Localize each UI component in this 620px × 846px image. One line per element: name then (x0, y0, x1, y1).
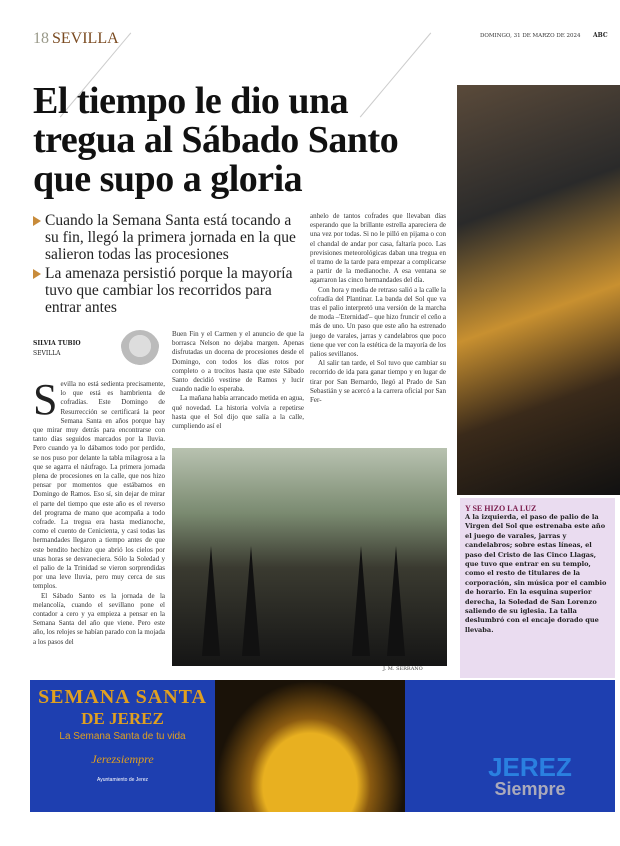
triangle-bullet-icon (33, 269, 41, 279)
paragraph: El Sábado Santo es la jornada de la melancolía, cuando el sevillano pone el contador a cero y ya empieza a pensar en la Semana Santa del año que viene. Pero este año, los relojes se habían parado con la mojada a los pasos del (33, 591, 165, 646)
article-column-3 (310, 212, 446, 405)
council-logo: Ayuntamiento de Jerez (96, 777, 149, 783)
subheadline-bullet (33, 212, 308, 263)
drop-cap: S (33, 375, 58, 424)
bullet-text: Cuando la Semana Santa está tocando a su fin, llegó la primera jornada en la que salieron todas las procesiones (45, 212, 296, 263)
issue-date: DOMINGO, 31 DE MARZO DE 2024 (480, 33, 581, 39)
photo-caption-box (460, 498, 615, 678)
jerez-logo (405, 680, 615, 812)
headline: El tiempo le dio una tregua al Sábado Santo que supo a gloria (33, 80, 399, 200)
ad-subtitle: DE JEREZ (81, 709, 164, 728)
paragraph: anhelo de tantos cofrades que llevaban días esperando que la brillante estrella apareciera de una vez por todas. Si no le pilló en pijama o con el chandal de andar por casa, faltaría poco. Las previsiones meteorológicas daban una tregua en el tramo de la tarde para empezar a complicarse a partir de la medianoche. A esa ventana se agarraron las cinco hermandades del día. (310, 212, 446, 285)
procession-photo (172, 448, 447, 666)
brand-name: ABC (593, 32, 608, 39)
ad-virgin-image (215, 680, 405, 812)
ad-script-logo: Jerezsiempre (91, 752, 154, 766)
photo-credit: J. M. SERRANO (383, 666, 423, 672)
paragraph: Al salir tan tarde, el Sol tuvo que cambiar su recorrido de ida para ganar tiempo y en lugar de tirar por San Bernardo, llegó al Prado de San Sebastián y se acercó a la carrera oficial por San Fer- (310, 359, 446, 405)
logo-word: Siempre (494, 779, 566, 799)
author-name: SILVIA TUBIO (33, 340, 81, 347)
bullet-text: La amenaza persistió porque la mayoría tuvo que cambiar los recorridos para entrar antes (45, 265, 293, 316)
triangle-bullet-icon (33, 216, 41, 226)
ad-slogan: La Semana Santa de tu vida (59, 731, 186, 742)
section-name: SEVILLA (52, 30, 119, 47)
subheadline-bullet (33, 265, 308, 316)
article-column-1 (33, 375, 165, 647)
paragraph: evilla no está sedienta precisamente, lo que está es hambrienta de cofradías. Este Domingo de Resurrección se certificará la peor Semana Santa en años porque hay que mirar muy detrás para encontrarse con tanto días seguidos marcados por la lluvia. Pero cuando ya lo dábamos todo por perdido, se nos puso por delante la tabla milagrosa a la que se agarra el náufrago. La primera jornada plena de procesiones en la calle, que nos hizo pensar por momentos que estábamos en Domingo de Ramos. Eso sí, sin dejar de mirar el parte del tiempo que este año es el reverso del programa de mano que acompaña a todo cofrade. La tregua era hasta medianoche, como el cuento de Cenicienta, y casi todas las hermandades llegaron a tiempo antes de que este bendito hechizo que abrió los cielos por unas horas se desvaneciera. Sólo la Soledad y el palio de la Trinidad se vieron sorprendidas por una leve lluvia, pero muy cerca de sus templos. (33, 380, 165, 591)
caption-heading: Y SE HIZO LA LUZ (465, 504, 537, 513)
page-number: 18 (33, 30, 49, 47)
paragraph: Buen Fin y el Carmen y el anuncio de que la borrasca Nelson no dejaba margen. Apenas disfrutadas un docena de procesiones desde el Domingo, con todos los días rotos por completo o a trocitos hasta que este Sábado Santo decidió vestirse de Ramos y lucir cuando nadie lo esperaba. (172, 330, 304, 394)
ad-title: SEMANA SANTA (38, 686, 207, 708)
advertisement-banner[interactable] (30, 680, 615, 812)
author-photo (120, 330, 160, 370)
ad-text-panel (30, 680, 215, 812)
logo-word: JEREZ (488, 752, 572, 782)
paragraph: La mañana había arrancado metida en agua, qué novedad. La historia volvía a repetirse hasta que el Sol dijo que salía a la calle, cumpliendo así el (172, 394, 304, 431)
paragraph: Con hora y media de retraso salió a la calle la cofradía del Plantinar. La banda del Sol que va tras el palio interpretó una versión de la marcha de moda –'Eternidad'– que hizo fruncir el ceño a más de uno. Un paso que este año ha estrenado juego de varales, jarras y candelabros que poco tiene que ver con la estética de la mayoría de los palios sevillanos. (310, 285, 446, 359)
caption-text: A la izquierda, el paso de palio de la Virgen del Sol que estrenaba este año el juego de varales, jarras y candelabros; sobre estas líneas, el paso del Cristo de las Cinco Llagas, que tuvo que entrar en su templo, como el resto de titulares de la corporación, sin música por el cambio de horario. En la esquina superior derecha, la Soledad de San Lorenzo saliendo de su iglesia. La talla deslumbró con el encaje dorado que llevaba. (465, 513, 607, 634)
virgin-paso-photo (457, 85, 620, 495)
author-place: SEVILLA (33, 350, 61, 357)
article-column-2 (172, 330, 304, 431)
